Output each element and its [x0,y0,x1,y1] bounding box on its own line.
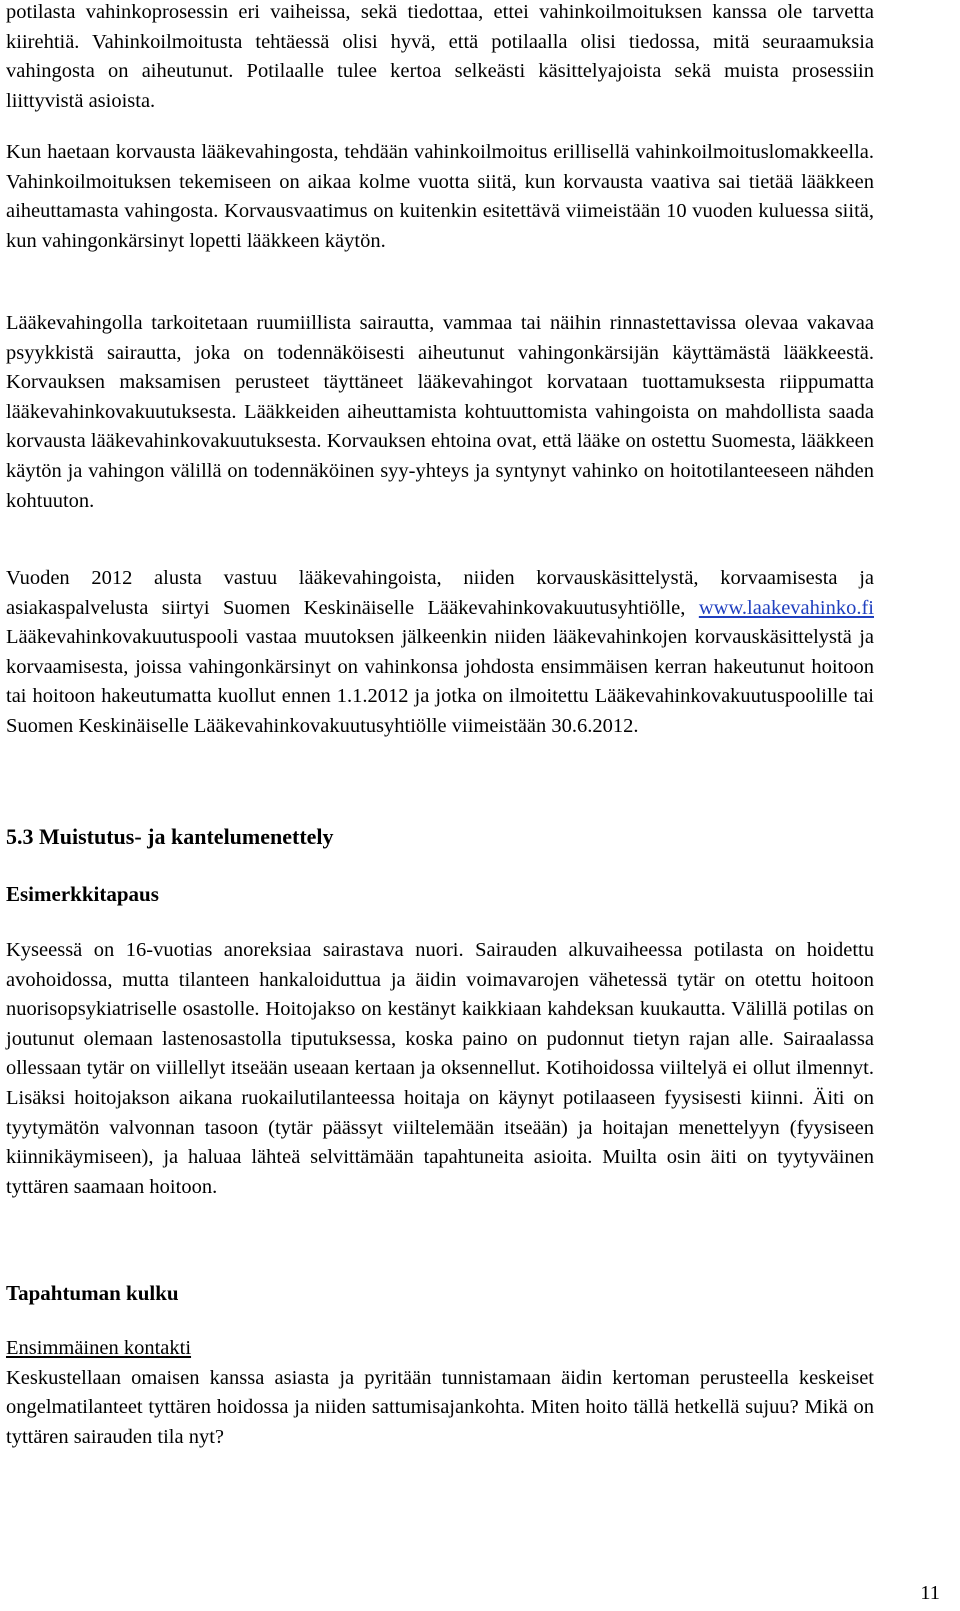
case-heading: Esimerkkitapaus [6,882,159,906]
laakevahinko-link[interactable]: www.laakevahinko.fi [698,596,874,619]
transfer-text-start: Vuoden 2012 alusta vastuu lääkevahingoista, niiden korvauskäsittelystä, korvaamisesta ja asiakaspalvelusta siirtyi Suomen Keskinäiselle Lääkevahinkovakuutusyhtiölle, [6,567,874,619]
section-heading: 5.3 Muistutus- ja kantelumenettely [6,824,334,849]
first-contact-label: Ensimmäinen kontakti [6,1337,192,1359]
transfer-text-end: Lääkevahinkovakuutuspooli vastaa muutoksen jälkeenkin niiden lääkevahinkojen korvauskäsittelystä ja korvaamisesta, joissa vahingonkärsinyt on vahinkonsa johdosta ensimmäisen kerran hakeutunut hoitoon tai hoitoon hakeutumatta kuollut ennen 1.1.2012 ja jotka on ilmoitettu Lääkevahinkovakuutuspoolille tai Suomen Keskinäiselle Lääkevahinkovakuutusyhtiölle viimeistään 30.6.2012. [6,626,874,737]
paragraph-process-info: potilasta vahinkoprosessin eri vaiheissa, sekä tiedottaa, ettei vahinkoilmoituksen kanssa ole tarvetta kiirehtiä. Vahinkoilmoitusta tehtäessä olisi hyvä, että potilaalla olisi tiedossa, mitä seuraamuksia vahingosta on aiheutunut. Potilaalle tulee kertoa selkeästi käsittelyajoista sekä muista prosessiin liittyvistä asioista. [6,1,874,112]
paragraph-damage-claim: Kun haetaan korvausta lääkevahingosta, tehdään vahinkoilmoitus erillisellä vahinkoilmoituslomakkeella. Vahinkoilmoituksen tekemiseen on aikaa kolme vuotta siitä, kun korvausta vaativa sai tietää lääkkeen aiheuttamasta vahingosta. Korvausvaatimus on kuitenkin esitettävä viimeistään 10 vuoden kuluessa siitä, kun vahingonkärsinyt lopetti lääkkeen käytön. [6,141,874,252]
first-contact-block [6,1334,874,1452]
first-contact-text: Keskustellaan omaisen kanssa asiasta ja pyritään tunnistamaan äidin kertoman perusteella keskeiset ongelmatilanteet tyttären hoidossa ja niiden sattumisajankohta. Miten hoito tällä hetkellä sujuu? Mikä on tyttären sairauden tila nyt? [6,1366,874,1448]
paragraph-responsibility-transfer [6,564,874,742]
paragraph-drug-damage-definition: Lääkevahingolla tarkoitetaan ruumiillista sairautta, vammaa tai näihin rinnastettavissa olevaa vakavaa psyykkistä sairautta, joka on todennäköisesti aiheutunut vahingonkärsijän käyttämästä lääkkeestä. Korvauksen maksamisen perusteet täyttäneet lääkevahingot korvataan tuottamuksesta riippumatta lääkevahinkovakuutuksesta. Lääkkeiden aiheuttamista kohtuuttomista vahingoista on mahdollista saada korvausta lääkevahinkovakuutuksesta. Korvauksen ehtoina ovat, että lääke on ostettu Suomesta, lääkkeen käytön ja vahingon välillä on todennäköinen syy-yhteys ja syntynyt vahinko on hoitotilanteeseen nähden kohtuuton. [6,312,874,512]
page-number: 11 [920,1582,940,1604]
course-heading: Tapahtuman kulku [6,1281,179,1305]
case-description: Kyseessä on 16-vuotias anoreksiaa sairastava nuori. Sairauden alkuvaiheessa potilasta on hoidettu avohoidossa, mutta tilanteen hankaloiduttua ja äidin voimavarojen vähetessä tytär on otettu hoitoon nuorisopsykiatriselle osastolle. Hoitojakso on kestänyt kaikkiaan kahdeksan kuukautta. Välillä potilas on joutunut olemaan lastenosastolla tiputuksessa, koska paino on pudonnut tietyn rajan alle. Sairaalassa ollessaan tytär on viillellyt itseään useaan kertaan ja oksennellut. Kotihoidossa viiltelyä ei ollut ilmennyt. Lisäksi hoitojakson aikana ruokailutilanteessa hoitaja on käynyt potilaaseen fyysisesti kiinni. Äiti on tyytymätön valvonnan tasoon (tytär päässyt viiltelemään itseään) ja hoitajan menettelyyn (fyysiseen kiinnikäymiseen), ja haluaa lähteä selvittämään tapahtuneita asioita. Muilta osin äiti on tyytyväinen tyttären saamaan hoitoon. [6,939,874,1198]
